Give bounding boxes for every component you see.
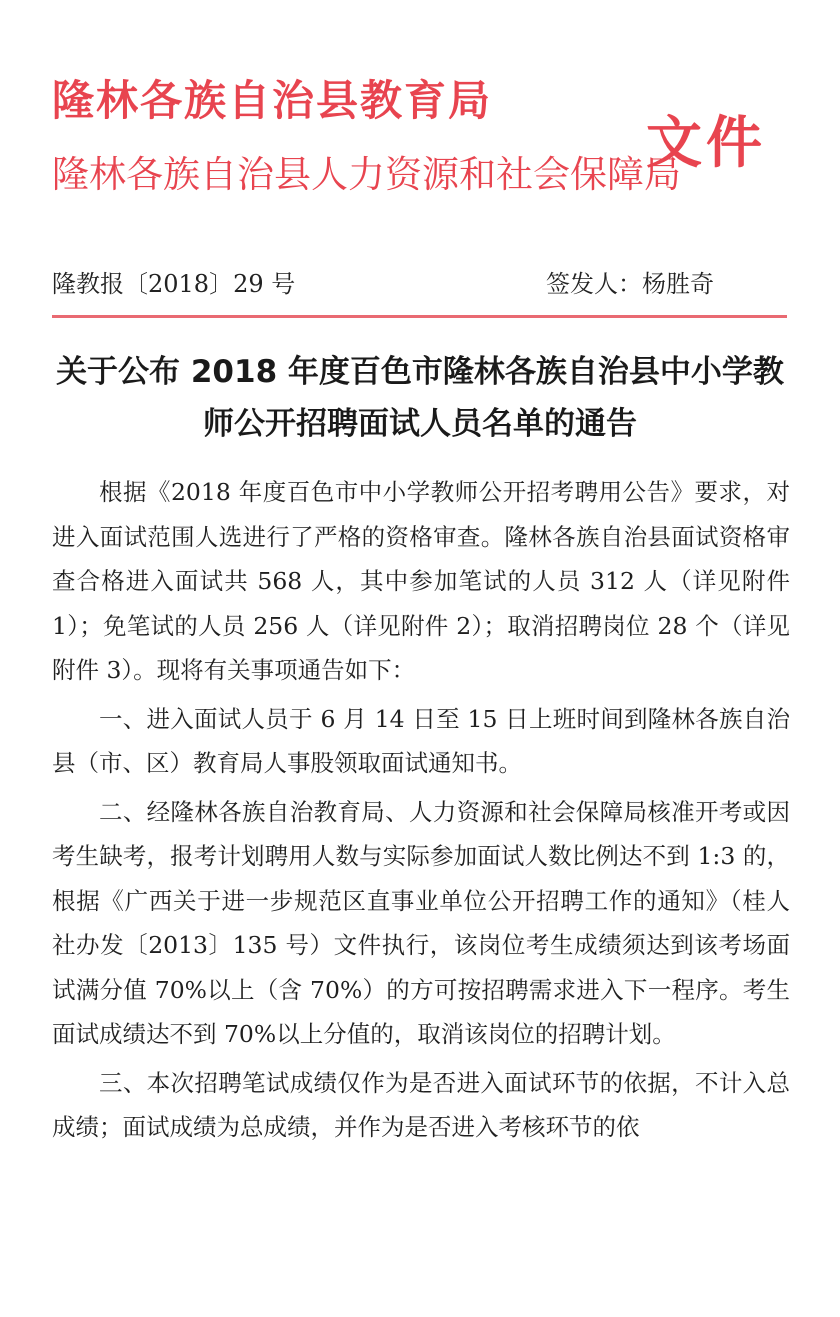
paragraph-intro: 根据《2018 年度百色市中小学教师公开招考聘用公告》要求，对进入面试范围人选进行了严格的资格审查。隆林各族自治县面试资格审查合格进入面试共 568 人，其中参加笔试的人员 312 人（详见附件 1）；免笔试的人员 256 人（详见附件 2）；取消招聘岗位 28 个（详见附件 3）。现将有关事项通告如下： xyxy=(52,478,790,684)
paragraph-item-1: 一、进入面试人员于 6 月 14 日至 15 日上班时间到隆林各族自治县（市、区）教育局人事股领取面试通知书。 xyxy=(52,704,790,777)
org-name-hr-bureau: 隆林各族自治县人力资源和社会保障局 xyxy=(52,153,681,196)
org-name-education-bureau: 隆林各族自治县教育局 xyxy=(52,76,493,125)
reference-row xyxy=(52,264,787,304)
document-title: 关于公布 2018 年度百色市隆林各族自治县中小学教师公开招聘面试人员名单的通告 xyxy=(56,354,784,442)
issuer-signature: 签发人：杨胜奇 xyxy=(546,270,714,298)
document-body xyxy=(52,470,790,1154)
document-header xyxy=(52,74,681,200)
header-divider xyxy=(52,315,787,318)
paragraph-item-3: 三、本次招聘笔试成绩仅作为是否进入面试环节的依据，不计入总成绩；面试成绩为总成绩，并作为是否进入考核环节的依 xyxy=(52,1068,790,1141)
paragraph-item-2: 二、经隆林各族自治教育局、人力资源和社会保障局核准开考或因考生缺考，报考计划聘用人数与实际参加面试人数比例达不到 1:3 的，根据《广西关于进一步规范区直事业单位公开招聘工作的通知》（桂人社办发〔2013〕135 号）文件执行，该岗位考生成绩须达到该考场面试满分值 70%以上（含 70%）的方可按招聘需求进入下一程序。考生面试成绩达不到 70%以上分值的，取消该岗位的招聘计划。 xyxy=(52,797,790,1048)
document-number: 隆教报〔2018〕29 号 xyxy=(52,270,296,298)
document-label: 文件 xyxy=(646,111,766,176)
